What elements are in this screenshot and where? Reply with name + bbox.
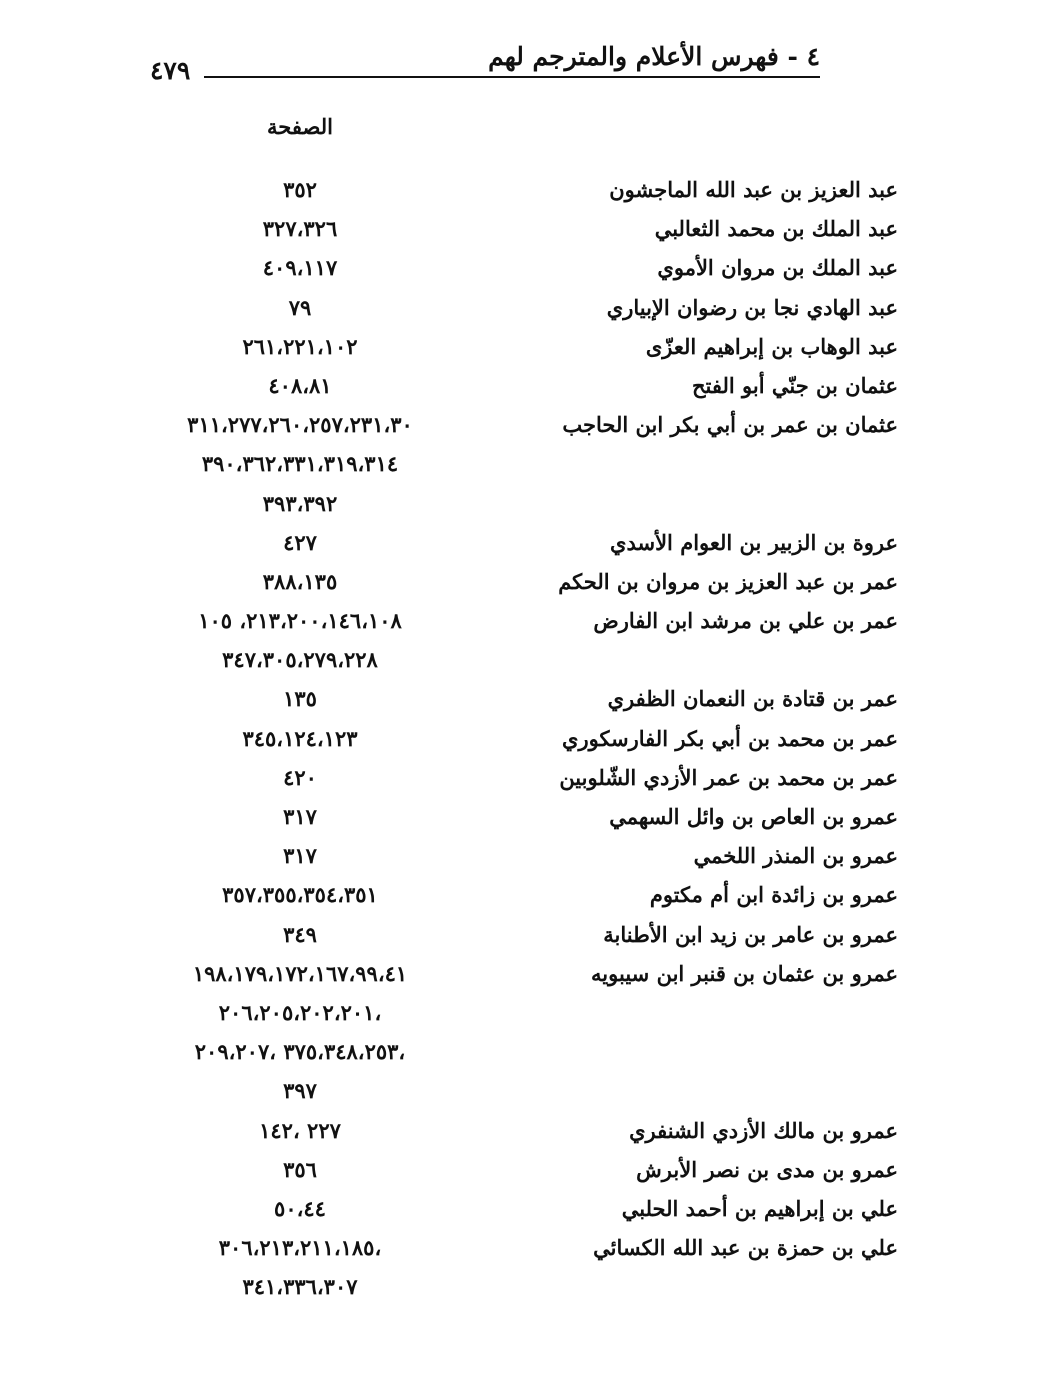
entry-pages: ٣٤١،٣٣٦،٣٠٧ [242,1274,358,1300]
entry-pages: ٣٥٦ [283,1156,317,1182]
entry-name: عمرو بن عثمان بن قنبر ابن سيبويه [591,960,898,986]
header-rule [204,76,820,78]
entry-pages: ٣٤٩ [283,921,317,947]
entry-pages: ٣٩٣،٣٩٢ [262,490,338,516]
entry-pages: ٣٤٥،١٢٤،١٢٣ [242,725,358,751]
index-entry-row [0,916,1038,955]
entry-pages: ٣٤٧،٣٠٥،٢٧٩،٢٢٨ [222,647,378,673]
entry-pages: ١٣٥ [283,686,317,712]
index-entry-row [0,249,1038,288]
index-entry-row [0,720,1038,759]
entry-name: عبد الوهاب بن إبراهيم العزّى [645,333,898,359]
index-entry-row [0,1151,1038,1190]
page-column-heading: الصفحة [267,114,333,139]
entry-pages: ٢٦١،٢٢١،١٠٢ [242,333,358,359]
index-entry-row [0,1229,1038,1268]
entry-name: عبد الهادي نجا بن رضوان الإبياري [606,294,898,320]
entry-pages: ٢٢٧ ،١٤٢ [259,1117,341,1143]
index-entry-row [0,798,1038,837]
index-entry-row [0,289,1038,328]
entry-name: عمرو بن زائدة ابن أم مكتوم [649,882,898,908]
index-entry-row [0,759,1038,798]
entry-pages: ٣٨٨،١٣٥ [262,568,338,594]
entry-pages: ٤٠٩،١١٧ [262,255,338,281]
entry-name: علي بن إبراهيم بن أحمد الحلبي [621,1195,898,1221]
index-entry-row [0,641,1038,680]
entry-name: عبد العزيز بن عبد الله الماجشون [609,177,898,202]
index-entry-row [0,994,1038,1033]
entry-pages: ٣٢٧،٣٢٦ [262,216,338,242]
index-entry-row [0,602,1038,641]
entry-pages: ١٩٨،١٧٩،١٧٢،١٦٧،٩٩،٤١ [192,960,408,986]
entry-name: عثمان بن جنّي أبو الفتح [691,372,898,398]
entry-name: عمر بن عبد العزيز بن مروان بن الحكم [558,568,898,594]
index-entry-row [0,406,1038,445]
entry-pages: ٤٢٧ [283,529,317,555]
index-entry-row [0,367,1038,406]
index-entry-row [0,1268,1038,1307]
entry-name: عمرو بن العاص بن وائل السهمي [609,804,898,829]
entry-pages: ٢١٣،٢٠٠،١٤٦،١٠٨، ١٠٥ [198,608,402,634]
entry-name: عبد الملك بن مروان الأموي [657,255,898,281]
entry-pages: ٤٢٠ [283,764,317,790]
entry-pages: ،٣٧٥،٣٤٨،٢٥٣ ،٢٠٩،٢٠٧ [194,1039,406,1065]
index-entry-row [0,563,1038,602]
entry-pages: ،٣٠٦،٢١٣،٢١١،١٨٥ [218,1235,382,1261]
index-entry-row [0,1112,1038,1151]
index-entry-row [0,171,1038,210]
entry-name: علي بن حمزة بن عبد الله الكسائي [593,1235,898,1261]
entry-name: عمرو بن المنذر اللخمي [693,843,898,869]
entry-name: عمر بن علي بن مرشد ابن الفارض [593,608,898,634]
entry-pages: ٣٩٧ [283,1078,317,1104]
entry-pages: ٣١٧ [283,843,317,869]
entry-pages: ٥٠،٤٤ [274,1195,326,1221]
index-entry-row [0,328,1038,367]
running-header-title: ٤ - فهرس الأعلام والمترجم لهم [488,42,820,71]
index-entry-row [0,524,1038,563]
index-entry-row [0,876,1038,915]
entry-pages: ٣١١،٢٧٧،٢٦٠،٢٥٧،٢٣١،٣٠ [187,412,413,438]
index-entry-row [0,955,1038,994]
index-entry-row [0,1033,1038,1072]
entry-pages: ٣١٧ [283,804,317,829]
entry-pages: ٣٩٠،٣٦٢،٣٣١،٣١٩،٣١٤ [201,451,399,477]
entry-name: عمرو بن عامر بن زيد ابن الأطنابة [603,921,898,947]
entry-name: عمر بن محمد بن عمر الأزدي الشّلوبين [559,764,898,790]
index-entry-row [0,210,1038,249]
entry-name: عثمان بن عمر بن أبي بكر ابن الحاجب [562,412,898,438]
entry-name: عمرو بن مدى بن نصر الأبرش [636,1156,898,1182]
entry-name: عمر بن محمد بن أبي بكر الفارسكوري [562,725,898,751]
index-entry-row [0,1072,1038,1111]
entry-name: عروة بن الزبير بن العوام الأسدي [610,529,898,555]
entry-pages: ٣٥٢ [283,177,317,202]
index-entry-row [0,680,1038,719]
index-entry-row [0,837,1038,876]
index-entries [0,171,1038,1307]
index-entry-row [0,445,1038,484]
entry-pages: ،٢٠٦،٢٠٥،٢٠٢،٢٠١ [218,999,382,1025]
entry-name: عبد الملك بن محمد الثعالبي [654,216,898,242]
entry-name: عمر بن قتادة بن النعمان الظفري [607,686,898,712]
entry-pages: ٤٠٨،٨١ [268,372,332,398]
entry-pages: ٣٥٧،٣٥٥،٣٥٤،٣٥١ [222,882,378,908]
entry-pages: ٧٩ [288,294,312,320]
index-entry-row [0,1190,1038,1229]
page-number: ٤٧٩ [150,56,191,85]
index-entry-row [0,485,1038,524]
entry-name: عمرو بن مالك الأزدي الشنفري [629,1117,898,1143]
